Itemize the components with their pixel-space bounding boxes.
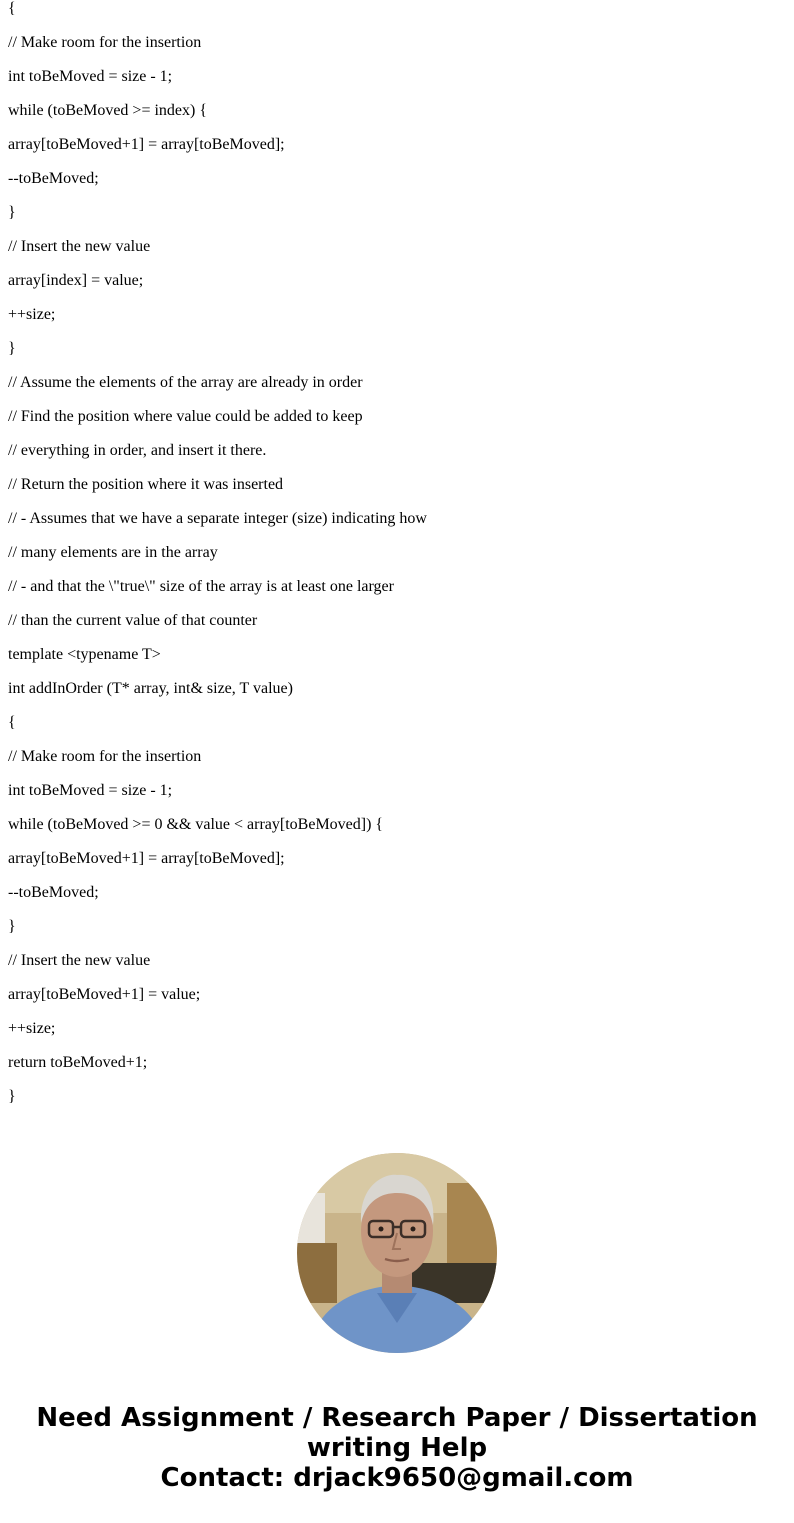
code-line: // Make room for the insertion xyxy=(8,34,202,51)
code-line: // Make room for the insertion xyxy=(8,748,202,765)
code-line: --toBeMoved; xyxy=(8,170,99,187)
code-line: // - and that the \"true\" size of the array is at least one larger xyxy=(8,578,394,595)
code-line: } xyxy=(8,340,16,357)
code-line: // Insert the new value xyxy=(8,952,151,969)
cta-line-2: writing Help xyxy=(306,1433,488,1463)
code-line: // Find the position where value could be added to keep xyxy=(8,408,363,425)
code-line: int toBeMoved = size - 1; xyxy=(8,68,173,85)
code-line: int toBeMoved = size - 1; xyxy=(8,782,173,799)
avatar xyxy=(297,1153,497,1353)
code-line: // Insert the new value xyxy=(8,238,151,255)
cta-line-3: Contact: drjack9650@gmail.com xyxy=(160,1463,634,1493)
person-photo-icon xyxy=(297,1153,497,1353)
code-line: array[toBeMoved+1] = array[toBeMoved]; xyxy=(8,850,285,867)
cta-line-1: Need Assignment / Research Paper / Dissertation xyxy=(36,1403,758,1433)
code-line: template <typename T> xyxy=(8,646,161,663)
code-line: int addInOrder (T* array, int& size, T value) xyxy=(8,680,293,697)
code-line: while (toBeMoved >= 0 && value < array[toBeMoved]) { xyxy=(8,816,384,833)
code-line: array[index] = value; xyxy=(8,272,144,289)
code-line: } xyxy=(8,918,16,935)
code-line: } xyxy=(8,1088,16,1105)
code-line: ++size; xyxy=(8,306,56,323)
code-line: --toBeMoved; xyxy=(8,884,99,901)
code-line: { xyxy=(8,0,16,17)
code-line: array[toBeMoved+1] = value; xyxy=(8,986,201,1003)
code-line: } xyxy=(8,204,16,221)
code-line: // many elements are in the array xyxy=(8,544,218,561)
contact-banner xyxy=(0,1403,794,1493)
code-line: { xyxy=(8,714,16,731)
code-line: array[toBeMoved+1] = array[toBeMoved]; xyxy=(8,136,285,153)
code-listing xyxy=(8,0,778,1122)
code-line: while (toBeMoved >= index) { xyxy=(8,102,208,119)
code-line: return toBeMoved+1; xyxy=(8,1054,148,1071)
code-line: // Return the position where it was inserted xyxy=(8,476,284,493)
code-line: ++size; xyxy=(8,1020,56,1037)
code-line: // than the current value of that counter xyxy=(8,612,258,629)
code-line: // - Assumes that we have a separate integer (size) indicating how xyxy=(8,510,427,527)
code-line: // Assume the elements of the array are already in order xyxy=(8,374,363,391)
code-line: // everything in order, and insert it there. xyxy=(8,442,267,459)
